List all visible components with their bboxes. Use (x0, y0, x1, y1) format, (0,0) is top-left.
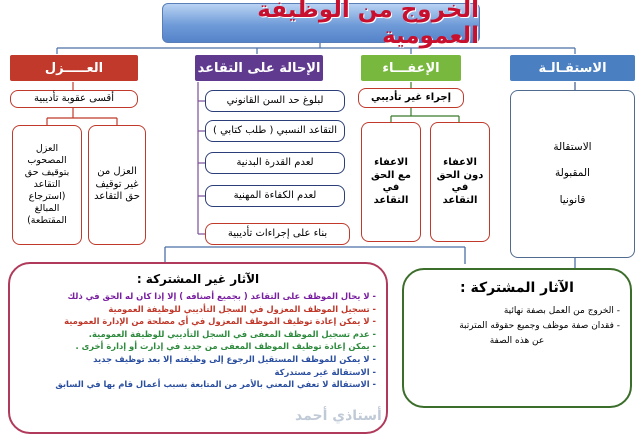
non-shared-effect-item: - يمكن إعادة توظيف الموظف المعفى من جديد في إدارت أو إدارة أخرى . (75, 341, 376, 352)
non-shared-effect-item: - تسجيل الموظف المعزول في السجل التأديبي للوظيفة العمومية (108, 303, 376, 314)
resignation-detail-box: الاستقالة المقبولة قانونيا (510, 90, 635, 258)
retirement-item-professional-inefficiency: لعدم الكفاءة المهنية (205, 185, 345, 207)
shared-effects-title: الآثار المشتركة : (460, 280, 574, 296)
retirement-item-proportional: التقاعد النسبي ( طلب كتابي ) (205, 120, 345, 142)
dismissal-severity-box: أقسى عقوبة تأديبية (10, 90, 138, 108)
shared-effect-item: - الخروج من العمل بصفة نهائية (503, 306, 620, 316)
header-resignation: الاستقـالـة (510, 55, 635, 81)
header-retirement: الإحالة على التقاعد (195, 55, 323, 81)
header-exemption: الإعفـــاء (361, 55, 461, 81)
retirement-item-age-limit: لبلوغ حد السن القانوني (205, 90, 345, 112)
non-shared-effects-title: الآثار غير المشتركة : (136, 272, 260, 286)
retirement-item-physical-inability: لعدم القدرة البدنية (205, 152, 345, 174)
shared-effects-panel (402, 268, 632, 408)
non-shared-effect-item: - لا يمكن للموظف المستقيل الرجوع إلى وظيفته إلا بعد توظيف جديد (93, 353, 376, 364)
shared-effect-item: - فقدان صفة موظف وجميع حقوقه المترتبة (459, 321, 620, 331)
dismissal-without-suspension-box: العزل من غير توقيف حق التقاعد (88, 125, 146, 245)
header-dismissal: العـــــزل (10, 55, 138, 81)
shared-effects-list (414, 304, 620, 349)
dismissal-with-suspension-box: العزل المصحوب بتوقيف حق التقاعد (استرجاع المبالغ المقتطعة) (12, 125, 82, 245)
shared-effect-item: عن هذه الصفة (489, 336, 545, 346)
non-shared-effects-list (20, 290, 376, 391)
exemption-without-right-box: الاعفاء دون الحق في التقاعد (430, 122, 490, 242)
non-shared-effect-item: - الاستقالة غير مستدركة (274, 366, 376, 377)
watermark-text: أستاذي أحمد (295, 408, 382, 424)
retirement-item-disciplinary: بناء على إجراءات تأديبية (205, 223, 350, 245)
exemption-procedure-box: إجراء غير تأديبي (358, 88, 464, 108)
non-shared-effect-item: - عدم تسجيل الموظف المعفى في السجل التأديبي للوظيفة العمومية. (88, 328, 376, 339)
diagram-title: الخروج من الوظيفة العمومية (162, 3, 480, 43)
non-shared-effect-item: - الاستقالة لا تعفي المعني بالأمر من المتابعة بسبب أعمال قام بها في السابق (55, 379, 376, 390)
exemption-with-right-box: الاعفاء مع الحق في التقاعد (361, 122, 421, 242)
non-shared-effect-item: - لا يحال الموظف على التقاعد ( بجميع أصنافه ) إلا إذا كان له الحق في ذلك (67, 291, 376, 301)
non-shared-effect-item: - لا يمكن إعادة توظيف الموظف المعزول في أي مصلحة من الإدارة العمومية (64, 316, 376, 327)
